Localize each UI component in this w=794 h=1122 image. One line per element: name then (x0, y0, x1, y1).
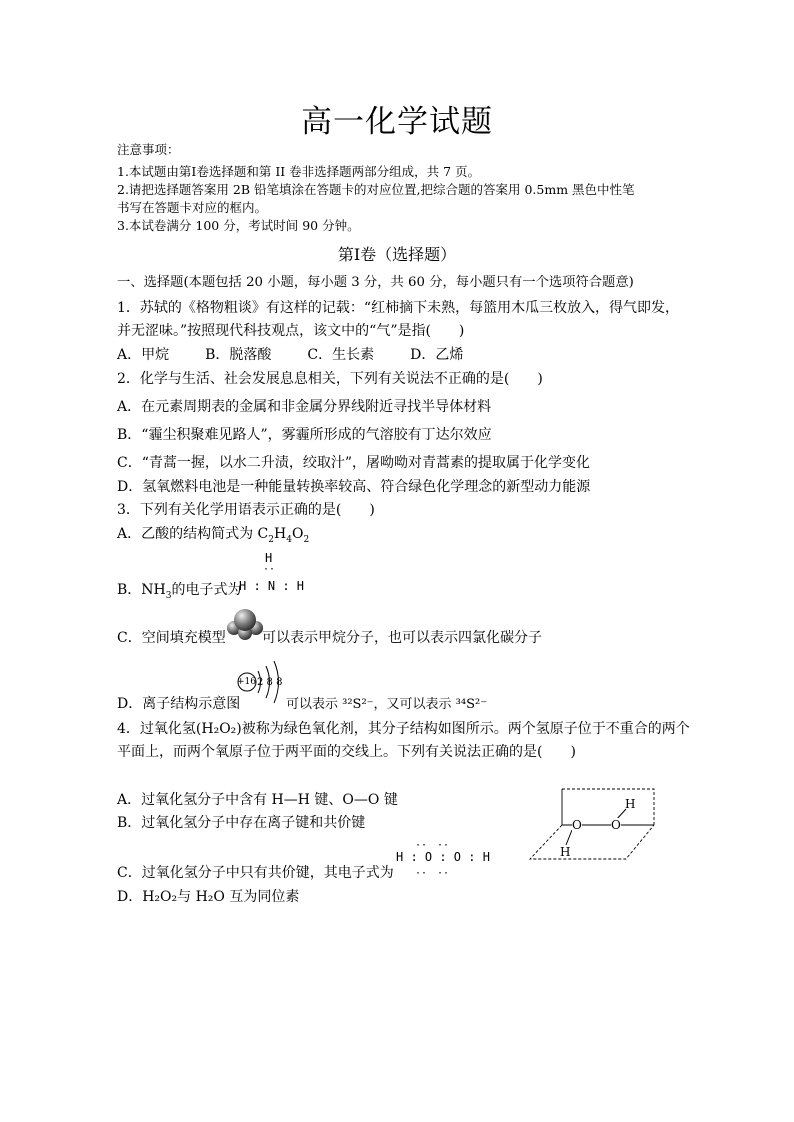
notice-item-1: 1.本试题由第Ⅰ卷选择题和第 II 卷非选择题两部分组成，共 7 页。 (117, 164, 481, 179)
h2o2-formula-bottom-dots: ·· ·· (415, 868, 450, 879)
q3-a-h: H (274, 526, 287, 542)
section-1-heading: 一、选择题(本题包括 20 小题，每小题 3 分，共 60 分，每小题只有一个选项符合题意) (117, 275, 634, 290)
q3-option-d-post: 可以表示 ³²S²⁻，又可以表示 ³⁴S²⁻ (286, 697, 488, 712)
q1-option-c: C．生长素 (307, 347, 375, 363)
q1-option-a: A．甲烷 (117, 347, 170, 363)
h2o2-structure-diagram (528, 787, 668, 863)
notice-item-2: 2.请把选择题答案用 2B 铅笔填涂在答题卡的对应位置,把综合题的答案用 0.5mm 黑色中性笔 (117, 182, 635, 197)
q4-option-d: D．H₂O₂与 H₂O 互为同位素 (117, 889, 300, 905)
ion-nucleus-charge: +16 (237, 677, 256, 687)
q1-line2: 并无涩味。”按照现代科技观点，该文中的“气”是指( ) (117, 323, 465, 339)
q1-option-d: D．乙烯 (410, 347, 464, 363)
q1-line1: 1．苏轼的《格物粗谈》有这样的记载：“红柿摘下未熟，每篮用木瓜三枚放入，得气即发， (117, 300, 680, 316)
q2-option-b: B．“霾尘积聚难见路人”，雾霾所形成的气溶胶有丁达尔效应 (117, 427, 492, 443)
q4-line1: 4．过氧化氢(H₂O₂)被称为绿色氧化剂，其分子结构如图所示。两个氢原子位于不重合的两个 (117, 721, 690, 737)
h2o2-hydrogen-top: H (625, 797, 636, 811)
q3-a-sub1: 2 (268, 534, 275, 545)
ion-shell-electrons: 2 8 8 (257, 677, 283, 688)
page-title: 高一化学试题 (301, 104, 493, 140)
q3-option-a (117, 523, 309, 545)
q2-stem: 2．化学与生活、社会发展息息相关，下列有关说法不正确的是( ) (117, 371, 543, 387)
q3-b-pre: B．NH (117, 582, 166, 598)
nh3-formula-dots: ·· (263, 564, 276, 575)
q4-option-a: A．过氧化氢分子中含有 H—H 键、O—O 键 (117, 792, 398, 808)
q3-b-post: 的电子式为 (171, 582, 242, 598)
q2-option-d: D．氢氧燃料电池是一种能量转换率较高、符合绿色化学理念的新型动力能源 (117, 479, 591, 495)
nh3-formula: H : N : H (239, 579, 305, 593)
h2o2-hydrogen-bottom: H (560, 845, 571, 859)
q4-line2: 平面上，而两个氧原子位于两平面的交线上。下列有关说法正确的是( ) (117, 744, 576, 760)
h2o2-oxygen-left: O (572, 818, 582, 832)
q4-option-b: B．过氧化氢分子中存在离子键和共价键 (117, 815, 366, 831)
h2o2-formula-top-dots: ·· ·· (415, 840, 450, 851)
notice-heading: 注意事项： (117, 142, 180, 157)
q1-options (117, 344, 499, 364)
h2o2-formula: H : O : O : H (396, 850, 490, 864)
q3-a-sub3: 2 (303, 534, 310, 545)
h2o2-oxygen-right: O (611, 818, 621, 832)
q2-option-a: A．在元素周期表的金属和非金属分界线附近寻找半导体材料 (117, 399, 492, 415)
q3-option-c-post: 可以表示甲烷分子，也可以表示四氯化碳分子 (262, 630, 542, 646)
q3-option-d-pre: D．离子结构示意图 (117, 696, 241, 712)
q3-option-c-pre: C．空间填充模型 (117, 630, 226, 646)
nh3-formula-top-h: H (265, 551, 273, 565)
q3-a-text: A．乙酸的结构简式为 C (117, 526, 269, 542)
q3-a-sub2: 4 (286, 534, 292, 545)
part1-title: 第Ⅰ卷（选择题） (337, 245, 457, 264)
q3-a-o: O (291, 526, 304, 542)
q3-b-sub: 3 (165, 590, 172, 601)
space-filling-model-icon (226, 606, 264, 640)
notice-item-3: 3.本试卷满分 100 分，考试时间 90 分钟。 (117, 218, 360, 233)
q1-option-b: B．脱落酸 (205, 347, 272, 363)
q4-option-c: C．过氧化氢分子中只有共价键，其电子式为 (117, 865, 394, 881)
q3-stem: 3．下列有关化学用语表示正确的是( ) (117, 502, 375, 518)
q3-option-b (117, 579, 241, 601)
q2-option-c: C．“青蒿一握，以水二升渍，绞取汁”，屠呦呦对青蒿素的提取属于化学变化 (117, 455, 591, 471)
notice-item-2-cont: 书写在答题卡对应的框内。 (117, 200, 268, 215)
